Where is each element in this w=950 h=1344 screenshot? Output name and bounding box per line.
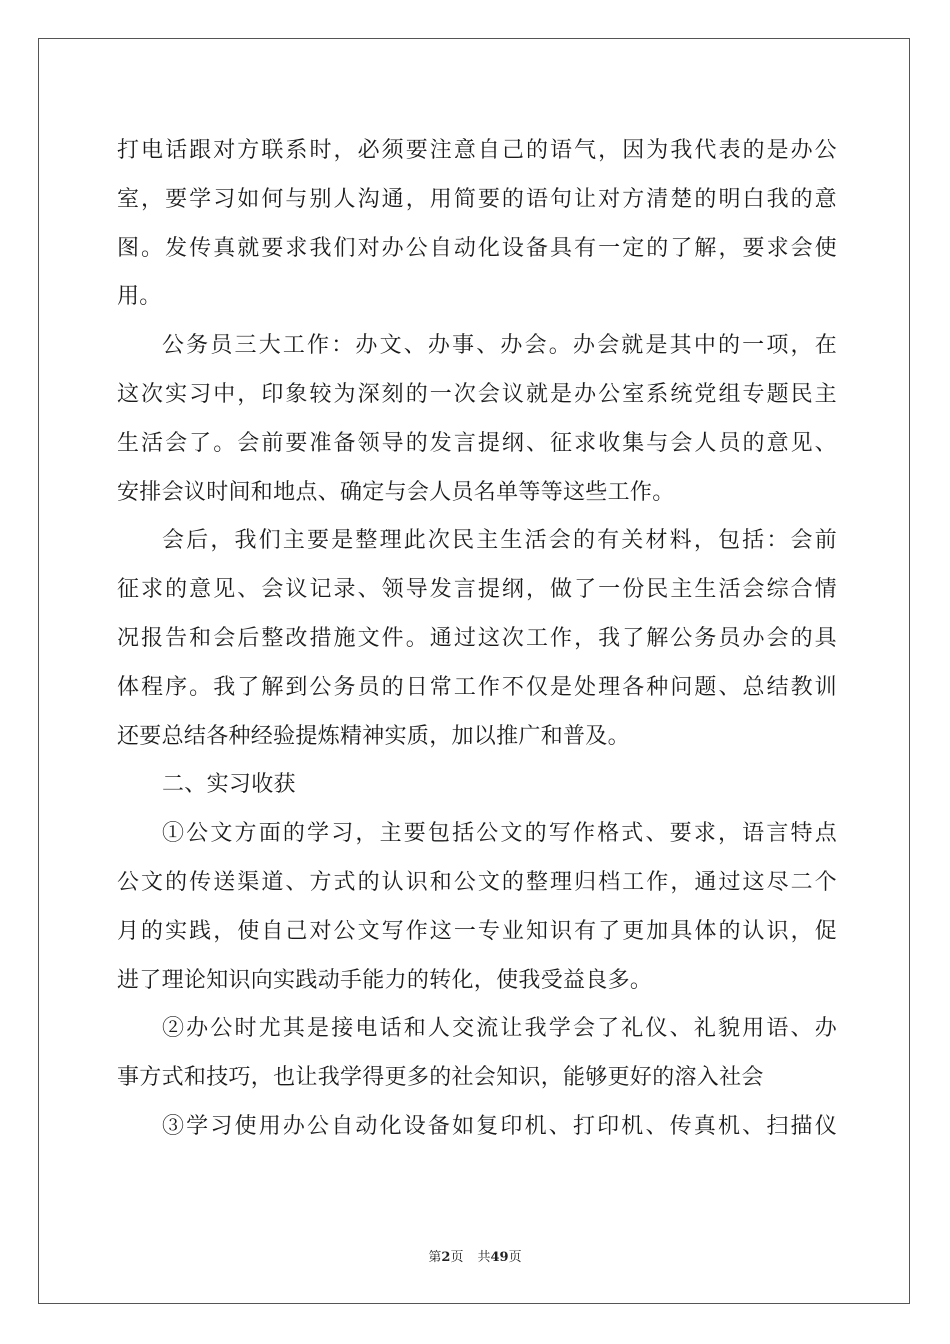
- document-body: [117, 127, 837, 1152]
- text-line: 安排会议时间和地点、确定与会人员名单等等这些工作。: [117, 479, 675, 505]
- text-line: 进了理论知识向实践动手能力的转化，使我受益良多。: [117, 967, 653, 993]
- text-line: 公务员三大工作：办文、办事、办会。办会就是其中的一项，在: [162, 333, 837, 359]
- text-line: ②办公时尤其是接电话和人交流让我学会了礼仪、礼貌用语、办: [162, 1016, 837, 1042]
- text-line: 事方式和技巧，也让我学得更多的社会知识，能够更好的溶入社会: [117, 1065, 764, 1091]
- footer-page-prefix: 第: [428, 1250, 442, 1265]
- text-line: 这次实习中，印象较为深刻的一次会议就是办公室系统党组专题民主: [117, 381, 837, 407]
- text-line: ①公文方面的学习，主要包括公文的写作格式、要求，语言特点: [162, 821, 837, 847]
- text-line: 室，要学习如何与别人沟通，用简要的语句让对方清楚的明白我的意: [117, 186, 837, 212]
- text-line: 打电话跟对方联系时，必须要注意自己的语气，因为我代表的是办公: [117, 138, 837, 163]
- text-line: 况报告和会后整改措施文件。通过这次工作，我了解公务员办会的具: [117, 625, 837, 651]
- page-footer: [0, 1250, 950, 1266]
- text-line: 二、实习收获: [162, 772, 296, 798]
- text-line: 图。发传真就要求我们对办公自动化设备具有一定的了解，要求会使: [117, 235, 837, 261]
- text-line: 用。: [117, 284, 162, 310]
- footer-page-number: 2: [441, 1250, 451, 1265]
- footer-total-suffix: 页: [508, 1250, 522, 1265]
- footer-total-pages: 49: [490, 1250, 509, 1265]
- text-line: 征求的意见、会议记录、领导发言提纲，做了一份民主生活会综合情: [117, 577, 837, 603]
- text-line: 体程序。我了解到公务员的日常工作不仅是处理各种问题、总结教训: [117, 674, 837, 700]
- footer-page-suffix: 页: [450, 1250, 464, 1265]
- text-line: 还要总结各种经验提炼精神实质，加以推广和普及。: [117, 723, 630, 749]
- text-line: 会后，我们主要是整理此次民主生活会的有关材料，包括：会前: [162, 528, 837, 554]
- footer-total-prefix: 共: [477, 1250, 491, 1265]
- text-line: 生活会了。会前要准备领导的发言提纲、征求收集与会人员的意见、: [117, 430, 837, 456]
- text-line: 公文的传送渠道、方式的认识和公文的整理归档工作，通过这尽二个: [117, 869, 837, 895]
- text-line: 月的实践，使自己对公文写作这一专业知识有了更加具体的认识，促: [117, 918, 837, 944]
- text-line: ③学习使用办公自动化设备如复印机、打印机、传真机、扫描仪: [162, 1113, 837, 1139]
